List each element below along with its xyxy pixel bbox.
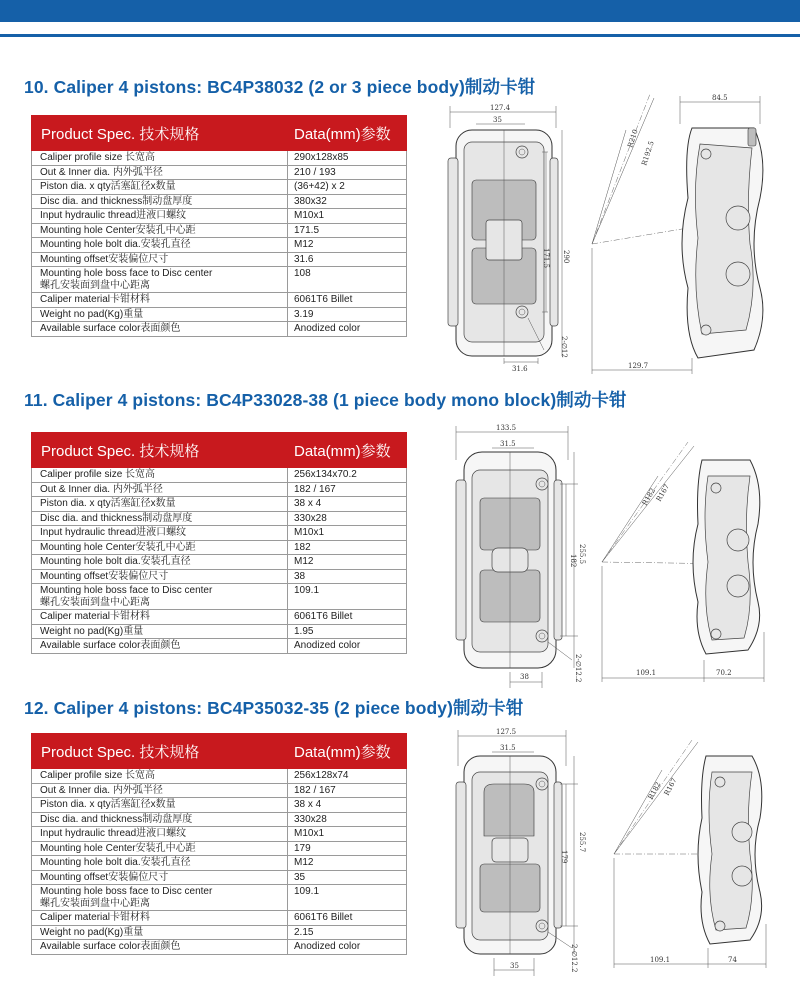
- dim-hole: 2-∅12.2: [574, 654, 582, 683]
- dim-side-bottom-left: 109.1: [636, 669, 657, 677]
- table-row: Caliper material卡钳材料 6061T6 Billet: [32, 293, 407, 308]
- dim-top-width: 127.4: [490, 104, 511, 112]
- table-row: Input hydraulic thread进液口螺纹 M10x1: [32, 526, 407, 541]
- dim-r-inner: R167: [654, 482, 672, 503]
- table-row: Piston dia. x qty活塞缸径x数量 (36+42) x 2: [32, 180, 407, 195]
- table-row: Caliper material卡钳材料 6061T6 Billet: [32, 610, 407, 625]
- dim-height: 255.5: [578, 544, 586, 565]
- section-10-spec-table: [31, 115, 407, 337]
- table-row: Caliper profile size 长宽高 290x128x85: [32, 151, 407, 166]
- dim-r-outer: R210: [626, 128, 640, 149]
- table-row: Input hydraulic thread进液口螺纹 M10x1: [32, 827, 407, 842]
- table-row: Disc dia. and thickness制动盘厚度 330x28: [32, 812, 407, 827]
- table-row: Mounting hole bolt dia.安装孔直径 M12: [32, 555, 407, 570]
- dim-side-top: 84.5: [712, 94, 728, 102]
- table-row: Out & Inner dia. 内外弧半径 182 / 167: [32, 482, 407, 497]
- table-row: Mounting hole boss face to Disc center 螺孔安装面到盘中心距离 109.1: [32, 584, 407, 610]
- dim-top-width: 127.5: [496, 728, 517, 736]
- dim-side-bottom-left: 109.1: [650, 956, 671, 964]
- section-12-front-drawing: [448, 726, 588, 978]
- table-row: Mounting hole bolt dia.安装孔直径 M12: [32, 238, 407, 253]
- spec-column-header: Product Spec. 技术规格: [32, 116, 288, 151]
- table-row: Out & Inner dia. 内外弧半径 210 / 193: [32, 165, 407, 180]
- dim-r-inner: R167: [662, 776, 679, 797]
- dim-hole-center: 179: [560, 850, 568, 864]
- data-column-header: Data(mm)参数: [288, 433, 407, 468]
- table-row: Mounting hole boss face to Disc center 螺孔安装面到盘中心距离 109.1: [32, 885, 407, 911]
- dim-r-inner: R192.5: [640, 140, 656, 167]
- dim-offset: 31.5: [500, 744, 516, 752]
- table-row: Caliper material卡钳材料 6061T6 Billet: [32, 911, 407, 926]
- dim-hole-center: 171.5: [542, 248, 550, 269]
- top-divider-line: [0, 34, 800, 37]
- dim-hole: 2-∅12.2: [570, 944, 578, 973]
- table-row: Disc dia. and thickness制动盘厚度 380x32: [32, 194, 407, 209]
- table-row: Mounting offset安装偏位尺寸 31.6: [32, 252, 407, 267]
- table-row: Weight no pad(Kg)重量 2.15: [32, 925, 407, 940]
- spec-column-header: Product Spec. 技术规格: [32, 734, 288, 769]
- table-row: Out & Inner dia. 内外弧半径 182 / 167: [32, 783, 407, 798]
- table-row: Mounting offset安装偏位尺寸 38: [32, 569, 407, 584]
- dim-bottom: 38: [520, 673, 529, 681]
- table-row: Mounting hole Center安装孔中心距 179: [32, 841, 407, 856]
- table-row: Input hydraulic thread进液口螺纹 M10x1: [32, 209, 407, 224]
- dim-height: 290: [562, 250, 570, 264]
- spec-column-header: Product Spec. 技术规格: [32, 433, 288, 468]
- table-row: Mounting hole bolt dia.安装孔直径 M12: [32, 856, 407, 871]
- table-row: Weight no pad(Kg)重量 3.19: [32, 307, 407, 322]
- table-row: Weight no pad(Kg)重量 1.95: [32, 624, 407, 639]
- dim-r-outer: R182: [646, 780, 663, 801]
- section-12-spec-table: [31, 733, 407, 955]
- table-row: Mounting offset安装偏位尺寸 35: [32, 870, 407, 885]
- dim-side-bottom-right: 74: [728, 956, 737, 964]
- section-11-side-drawing: [598, 436, 778, 686]
- table-row: Disc dia. and thickness制动盘厚度 330x28: [32, 511, 407, 526]
- dim-hole: 2-∅12: [560, 336, 568, 358]
- top-banner-bar: [0, 0, 800, 22]
- section-10-title: 10. Caliper 4 pistons: BC4P38032 (2 or 3 piece body)制动卡钳: [24, 77, 536, 97]
- dim-bottom: 31.6: [512, 365, 528, 373]
- dim-top-width: 133.5: [496, 424, 517, 432]
- table-row: Piston dia. x qty活塞缸径x数量 38 x 4: [32, 798, 407, 813]
- dim-side-bottom: 129.7: [628, 362, 649, 370]
- section-11-spec-table: [31, 432, 407, 654]
- table-row: Piston dia. x qty活塞缸径x数量 38 x 4: [32, 497, 407, 512]
- table-row: Available surface color表面颜色 Anodized color: [32, 322, 407, 337]
- spec-table-header: [32, 433, 407, 468]
- table-row: Available surface color表面颜色 Anodized color: [32, 639, 407, 654]
- data-column-header: Data(mm)参数: [288, 734, 407, 769]
- section-12-side-drawing: [610, 734, 780, 972]
- spec-table-header: [32, 734, 407, 769]
- table-row: Mounting hole Center安装孔中心距 171.5: [32, 223, 407, 238]
- dim-side-bottom-right: 70.2: [716, 669, 732, 677]
- section-12-title: 12. Caliper 4 pistons: BC4P35032-35 (2 piece body)制动卡钳: [24, 698, 524, 718]
- dim-bottom: 35: [510, 962, 519, 970]
- table-row: Caliper profile size 长宽高 256x134x70.2: [32, 468, 407, 483]
- dim-r-outer: R182: [640, 486, 658, 507]
- section-10-side-drawing: [588, 88, 770, 380]
- dim-offset: 31.5: [500, 440, 516, 448]
- table-row: Mounting hole Center安装孔中心距 182: [32, 540, 407, 555]
- spec-table-header: [32, 116, 407, 151]
- dim-height: 255.7: [578, 832, 586, 853]
- dim-offset: 35: [493, 116, 502, 124]
- table-row: Caliper profile size 长宽高 256x128x74: [32, 769, 407, 784]
- dim-hole-center: 182: [569, 554, 577, 568]
- table-row: Mounting hole boss face to Disc center 螺孔安装面到盘中心距离 108: [32, 267, 407, 293]
- table-row: Available surface color表面颜色 Anodized color: [32, 940, 407, 955]
- section-11-title: 11. Caliper 4 pistons: BC4P33028-38 (1 piece body mono block)制动卡钳: [24, 390, 627, 410]
- section-11-front-drawing: [448, 420, 588, 698]
- section-10-front-drawing: [438, 100, 578, 380]
- data-column-header: Data(mm)参数: [288, 116, 407, 151]
